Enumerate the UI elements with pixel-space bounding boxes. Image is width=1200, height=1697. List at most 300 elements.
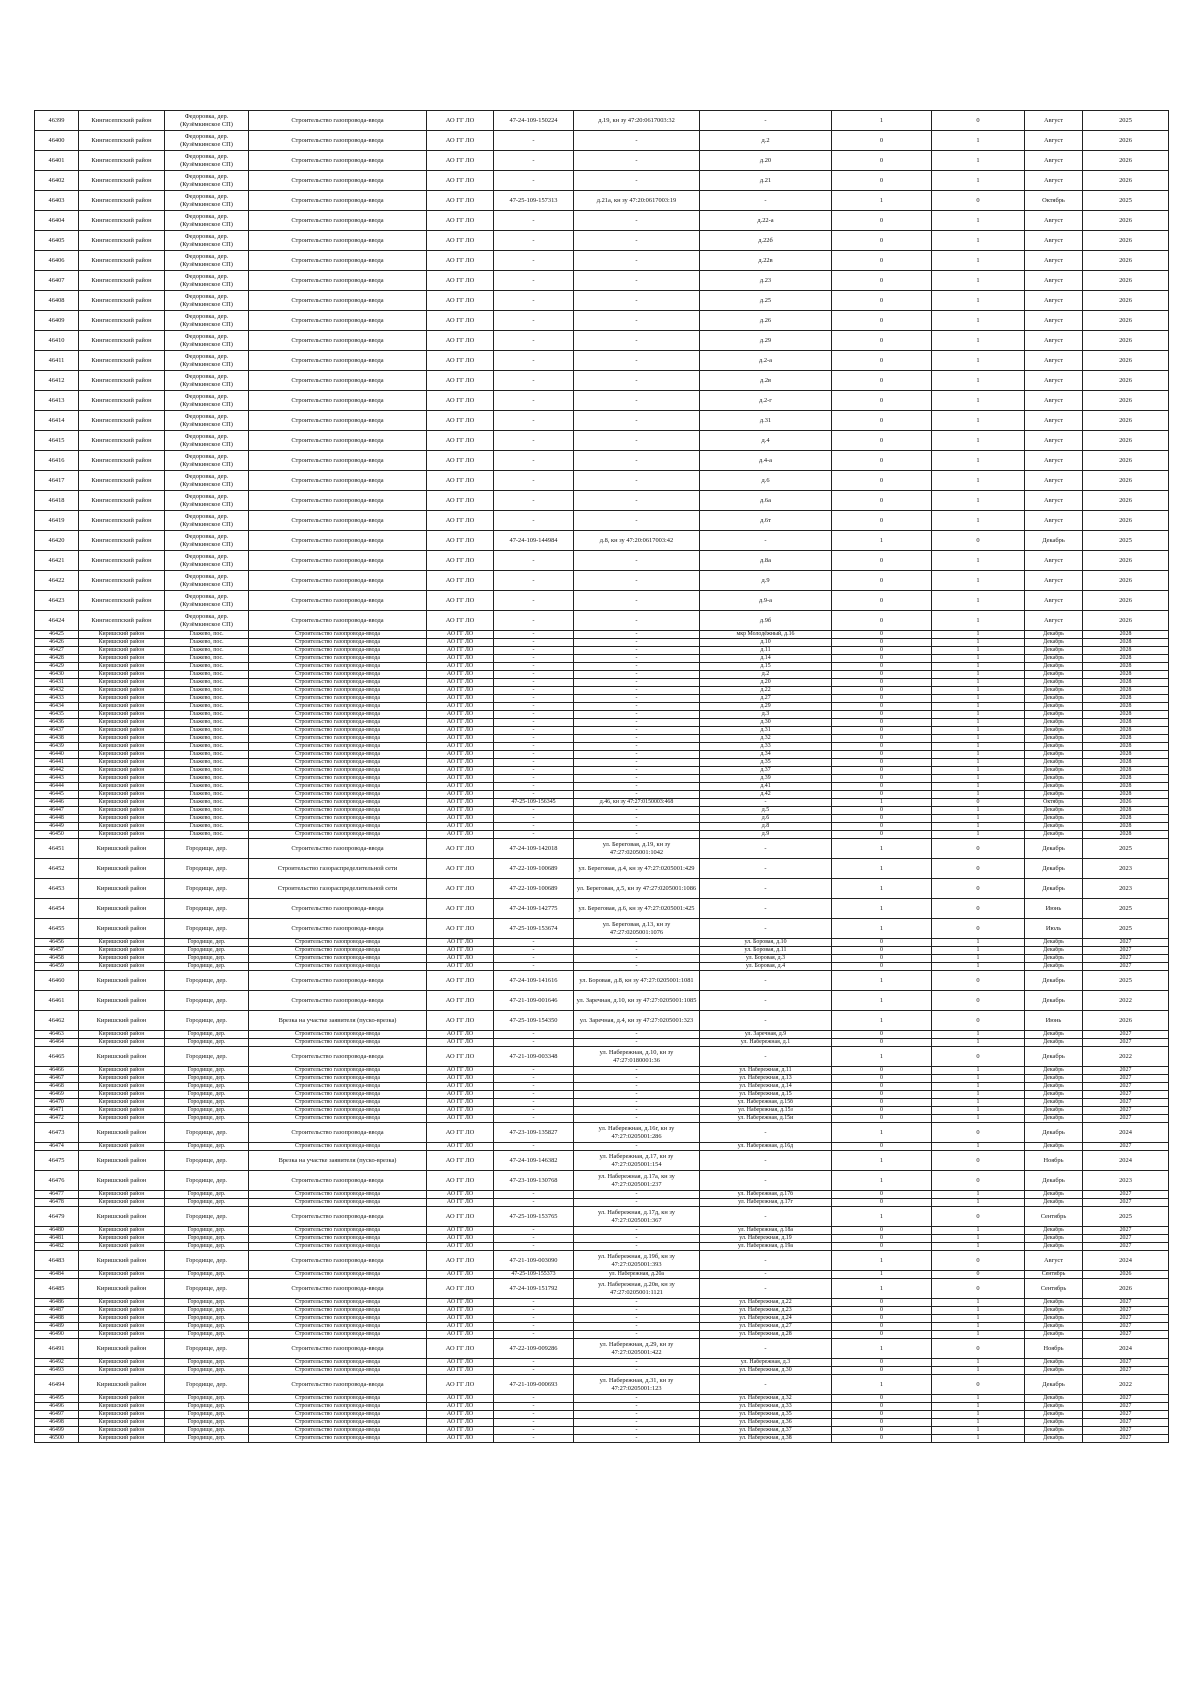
locality-cell: Городище, дер. <box>165 1279 249 1299</box>
contract-number-cell: 47-24-109-142775 <box>494 899 574 919</box>
month-cell: Август <box>1025 1251 1083 1271</box>
organization-cell: АО ГГ ЛО <box>427 251 494 271</box>
table-row <box>35 391 1169 411</box>
work-type-cell: Строительство газопровода-ввода <box>249 1331 427 1339</box>
count-planned-cell: 1 <box>932 591 1025 611</box>
count-contracted-cell: 0 <box>832 271 932 291</box>
count-contracted-cell: 0 <box>832 171 932 191</box>
table-row <box>35 191 1169 211</box>
contract-number-cell: - <box>494 687 574 695</box>
count-contracted-cell: 0 <box>832 231 932 251</box>
count-planned-cell: 0 <box>932 799 1025 807</box>
row-number: 46461 <box>35 991 79 1011</box>
count-contracted-cell: 0 <box>832 735 932 743</box>
year-cell: 2026 <box>1083 1271 1169 1279</box>
count-contracted-cell: 0 <box>832 511 932 531</box>
row-number: 46457 <box>35 947 79 955</box>
count-contracted-cell: 0 <box>832 1243 932 1251</box>
work-type-cell: Строительство газопровода-ввода <box>249 1339 427 1359</box>
contract-number-cell: - <box>494 451 574 471</box>
count-planned-cell: 1 <box>932 451 1025 471</box>
district-cell: Киришский район <box>79 1047 165 1067</box>
table-row <box>35 1307 1169 1315</box>
contract-number-cell: - <box>494 1299 574 1307</box>
organization-cell: АО ГГ ЛО <box>427 131 494 151</box>
organization-cell: АО ГГ ЛО <box>427 1107 494 1115</box>
district-cell: Киришский район <box>79 899 165 919</box>
work-type-cell: Строительство газопровода-ввода <box>249 1083 427 1091</box>
year-cell: 2027 <box>1083 1419 1169 1427</box>
month-cell: Ноябрь <box>1025 1339 1083 1359</box>
year-cell: 2025 <box>1083 971 1169 991</box>
locality-cell: Городище, дер. <box>165 1151 249 1171</box>
count-contracted-cell: 0 <box>832 767 932 775</box>
contract-number-cell: 47-22-109-009286 <box>494 1339 574 1359</box>
cadastral-plot-cell: ул. Заречная, д.10, кн зу 47:27:0205001:1085 <box>574 991 700 1011</box>
table-row <box>35 791 1169 799</box>
contract-number-cell: - <box>494 759 574 767</box>
contract-number-cell: - <box>494 1235 574 1243</box>
row-number: 46437 <box>35 727 79 735</box>
count-contracted-cell: 0 <box>832 1227 932 1235</box>
row-number: 46467 <box>35 1075 79 1083</box>
cadastral-plot-cell: - <box>574 611 700 631</box>
contract-number-cell: - <box>494 939 574 947</box>
month-cell: Июль <box>1025 919 1083 939</box>
month-cell: Сентябрь <box>1025 1207 1083 1227</box>
organization-cell: АО ГГ ЛО <box>427 1115 494 1123</box>
work-type-cell: Строительство газопровода-ввода <box>249 963 427 971</box>
cadastral-plot-cell: ул. Набережная, д.16г, кн зу 47:27:0205001:286 <box>574 1123 700 1143</box>
work-type-cell: Строительство газопровода-ввода <box>249 171 427 191</box>
row-number: 46443 <box>35 775 79 783</box>
house-address-cell: д.9б <box>700 611 832 631</box>
work-type-cell: Строительство газопровода-ввода <box>249 767 427 775</box>
work-type-cell: Строительство газопровода-ввода <box>249 639 427 647</box>
count-contracted-cell: 0 <box>832 551 932 571</box>
count-planned-cell: 1 <box>932 671 1025 679</box>
house-address-cell: - <box>700 1171 832 1191</box>
row-number: 46470 <box>35 1099 79 1107</box>
table-row <box>35 631 1169 639</box>
table-row <box>35 971 1169 991</box>
organization-cell: АО ГГ ЛО <box>427 991 494 1011</box>
count-contracted-cell: 0 <box>832 823 932 831</box>
year-cell: 2026 <box>1083 471 1169 491</box>
district-cell: Киришский район <box>79 807 165 815</box>
organization-cell: АО ГГ ЛО <box>427 1227 494 1235</box>
row-number: 46498 <box>35 1419 79 1427</box>
district-cell: Киришский район <box>79 1075 165 1083</box>
month-cell: Декабрь <box>1025 1427 1083 1435</box>
work-type-cell: Строительство газопровода-ввода <box>249 831 427 839</box>
contract-number-cell: - <box>494 743 574 751</box>
cadastral-plot-cell: - <box>574 1143 700 1151</box>
cadastral-plot-cell: - <box>574 711 700 719</box>
locality-cell: Глажево, пос. <box>165 703 249 711</box>
district-cell: Киришский район <box>79 1107 165 1115</box>
cadastral-plot-cell: - <box>574 655 700 663</box>
district-cell: Киришский район <box>79 1199 165 1207</box>
house-address-cell: ул. Набережная, д.30 <box>700 1367 832 1375</box>
district-cell: Кингисеппский район <box>79 451 165 471</box>
contract-number-cell: - <box>494 351 574 371</box>
contract-number-cell: - <box>494 611 574 631</box>
district-cell: Киришский район <box>79 711 165 719</box>
month-cell: Декабрь <box>1025 1191 1083 1199</box>
year-cell: 2027 <box>1083 1031 1169 1039</box>
work-type-cell: Строительство газопровода-ввода <box>249 1075 427 1083</box>
organization-cell: АО ГГ ЛО <box>427 1315 494 1323</box>
contract-number-cell: - <box>494 1307 574 1315</box>
district-cell: Киришский район <box>79 1419 165 1427</box>
cadastral-plot-cell: - <box>574 551 700 571</box>
cadastral-plot-cell: - <box>574 251 700 271</box>
row-number: 46451 <box>35 839 79 859</box>
cadastral-plot-cell: - <box>574 1099 700 1107</box>
row-number: 46500 <box>35 1435 79 1443</box>
month-cell: Декабрь <box>1025 1367 1083 1375</box>
table-row <box>35 751 1169 759</box>
cadastral-plot-cell: - <box>574 727 700 735</box>
count-planned-cell: 1 <box>932 775 1025 783</box>
house-address-cell: д.34 <box>700 751 832 759</box>
cadastral-plot-cell: - <box>574 947 700 955</box>
house-address-cell: ул. Набережная, д.11 <box>700 1067 832 1075</box>
month-cell: Август <box>1025 131 1083 151</box>
count-contracted-cell: 1 <box>832 111 932 131</box>
organization-cell: АО ГГ ЛО <box>427 1331 494 1339</box>
month-cell: Октябрь <box>1025 799 1083 807</box>
district-cell: Кингисеппский район <box>79 531 165 551</box>
locality-cell: Федоровка, дер. (Кузёмкинское СП) <box>165 511 249 531</box>
contract-number-cell: - <box>494 719 574 727</box>
month-cell: Декабрь <box>1025 759 1083 767</box>
locality-cell: Глажево, пос. <box>165 655 249 663</box>
year-cell: 2027 <box>1083 1367 1169 1375</box>
house-address-cell: д.41 <box>700 783 832 791</box>
work-type-cell: Строительство газопровода-ввода <box>249 1227 427 1235</box>
month-cell: Август <box>1025 271 1083 291</box>
count-planned-cell: 1 <box>932 823 1025 831</box>
locality-cell: Глажево, пос. <box>165 711 249 719</box>
month-cell: Декабрь <box>1025 1235 1083 1243</box>
count-contracted-cell: 0 <box>832 591 932 611</box>
count-planned-cell: 1 <box>932 963 1025 971</box>
year-cell: 2026 <box>1083 231 1169 251</box>
cadastral-plot-cell: д.46, кн зу 47:27:0150003:468 <box>574 799 700 807</box>
table-row <box>35 1411 1169 1419</box>
month-cell: Декабрь <box>1025 947 1083 955</box>
count-contracted-cell: 0 <box>832 671 932 679</box>
month-cell: Август <box>1025 511 1083 531</box>
table-row <box>35 131 1169 151</box>
month-cell: Декабрь <box>1025 1435 1083 1443</box>
month-cell: Декабрь <box>1025 767 1083 775</box>
count-planned-cell: 1 <box>932 791 1025 799</box>
year-cell: 2028 <box>1083 735 1169 743</box>
contract-number-cell: - <box>494 1435 574 1443</box>
table-row <box>35 831 1169 839</box>
house-address-cell: ул. Набережная, д.1 <box>700 1039 832 1047</box>
house-address-cell: ул. Набережная, д.15з <box>700 1107 832 1115</box>
row-number: 46428 <box>35 655 79 663</box>
work-type-cell: Строительство газопровода-ввода <box>249 1199 427 1207</box>
row-number: 46458 <box>35 955 79 963</box>
year-cell: 2027 <box>1083 1307 1169 1315</box>
row-number: 46416 <box>35 451 79 471</box>
work-type-cell: Строительство газопровода-ввода <box>249 231 427 251</box>
month-cell: Декабрь <box>1025 727 1083 735</box>
contract-number-cell: 47-22-109-100689 <box>494 879 574 899</box>
table-row <box>35 1123 1169 1143</box>
work-type-cell: Строительство газопровода-ввода <box>249 939 427 947</box>
organization-cell: АО ГГ ЛО <box>427 719 494 727</box>
count-contracted-cell: 1 <box>832 1123 932 1143</box>
table-row <box>35 1375 1169 1395</box>
year-cell: 2026 <box>1083 271 1169 291</box>
count-planned-cell: 1 <box>932 939 1025 947</box>
row-number: 46492 <box>35 1359 79 1367</box>
district-cell: Киришский район <box>79 655 165 663</box>
count-contracted-cell: 0 <box>832 939 932 947</box>
work-type-cell: Строительство газопровода-ввода <box>249 451 427 471</box>
locality-cell: Городище, дер. <box>165 1123 249 1143</box>
month-cell: Декабрь <box>1025 1199 1083 1207</box>
house-address-cell: д.2 <box>700 671 832 679</box>
locality-cell: Городище, дер. <box>165 879 249 899</box>
count-planned-cell: 0 <box>932 1279 1025 1299</box>
organization-cell: АО ГГ ЛО <box>427 663 494 671</box>
count-planned-cell: 0 <box>932 919 1025 939</box>
contract-number-cell: 47-24-109-141616 <box>494 971 574 991</box>
year-cell: 2027 <box>1083 939 1169 947</box>
cadastral-plot-cell: - <box>574 211 700 231</box>
year-cell: 2028 <box>1083 639 1169 647</box>
year-cell: 2026 <box>1083 591 1169 611</box>
organization-cell: АО ГГ ЛО <box>427 511 494 531</box>
count-planned-cell: 1 <box>932 1067 1025 1075</box>
row-number: 46400 <box>35 131 79 151</box>
month-cell: Декабрь <box>1025 1307 1083 1315</box>
year-cell: 2025 <box>1083 919 1169 939</box>
contract-number-cell: - <box>494 1083 574 1091</box>
district-cell: Кингисеппский район <box>79 231 165 251</box>
work-type-cell: Строительство газопровода-ввода <box>249 351 427 371</box>
cadastral-plot-cell: ул. Набережная, д.29, кн зу 47:27:0205001:422 <box>574 1339 700 1359</box>
count-contracted-cell: 1 <box>832 879 932 899</box>
work-type-cell: Строительство газопровода-ввода <box>249 1207 427 1227</box>
work-type-cell: Строительство газопровода-ввода <box>249 251 427 271</box>
locality-cell: Глажево, пос. <box>165 799 249 807</box>
row-number: 46472 <box>35 1115 79 1123</box>
month-cell: Декабрь <box>1025 631 1083 639</box>
locality-cell: Федоровка, дер. (Кузёмкинское СП) <box>165 171 249 191</box>
contract-number-cell: - <box>494 511 574 531</box>
table-row <box>35 859 1169 879</box>
row-number: 46485 <box>35 1279 79 1299</box>
year-cell: 2026 <box>1083 391 1169 411</box>
organization-cell: АО ГГ ЛО <box>427 1339 494 1359</box>
count-planned-cell: 1 <box>932 703 1025 711</box>
house-address-cell: - <box>700 1375 832 1395</box>
count-contracted-cell: 1 <box>832 1375 932 1395</box>
table-row <box>35 719 1169 727</box>
organization-cell: АО ГГ ЛО <box>427 1411 494 1419</box>
locality-cell: Городище, дер. <box>165 1315 249 1323</box>
cadastral-plot-cell: - <box>574 1411 700 1419</box>
organization-cell: АО ГГ ЛО <box>427 191 494 211</box>
count-contracted-cell: 0 <box>832 1143 932 1151</box>
organization-cell: АО ГГ ЛО <box>427 799 494 807</box>
count-contracted-cell: 0 <box>832 1083 932 1091</box>
locality-cell: Городище, дер. <box>165 839 249 859</box>
count-contracted-cell: 0 <box>832 631 932 639</box>
month-cell: Декабрь <box>1025 963 1083 971</box>
count-contracted-cell: 0 <box>832 431 932 451</box>
work-type-cell: Строительство газопровода-ввода <box>249 1419 427 1427</box>
count-contracted-cell: 0 <box>832 727 932 735</box>
locality-cell: Федоровка, дер. (Кузёмкинское СП) <box>165 471 249 491</box>
cadastral-plot-cell: - <box>574 1395 700 1403</box>
month-cell: Сентябрь <box>1025 1279 1083 1299</box>
district-cell: Киришский район <box>79 743 165 751</box>
organization-cell: АО ГГ ЛО <box>427 1191 494 1199</box>
house-address-cell: д.2-а <box>700 351 832 371</box>
house-address-cell: д.22б <box>700 231 832 251</box>
district-cell: Киришский район <box>79 695 165 703</box>
house-address-cell: - <box>700 859 832 879</box>
work-type-cell: Строительство газопровода-ввода <box>249 1411 427 1419</box>
house-address-cell: д.6т <box>700 511 832 531</box>
contract-number-cell: - <box>494 391 574 411</box>
table-row <box>35 171 1169 191</box>
house-address-cell: - <box>700 839 832 859</box>
cadastral-plot-cell: - <box>574 411 700 431</box>
year-cell: 2027 <box>1083 1191 1169 1199</box>
house-address-cell: ул. Набережная, д.37 <box>700 1427 832 1435</box>
year-cell: 2027 <box>1083 1039 1169 1047</box>
work-type-cell: Строительство газопровода-ввода <box>249 807 427 815</box>
row-number: 46435 <box>35 711 79 719</box>
organization-cell: АО ГГ ЛО <box>427 171 494 191</box>
count-planned-cell: 1 <box>932 1115 1025 1123</box>
locality-cell: Городище, дер. <box>165 1047 249 1067</box>
house-address-cell: д.30 <box>700 719 832 727</box>
year-cell: 2022 <box>1083 991 1169 1011</box>
locality-cell: Федоровка, дер. (Кузёмкинское СП) <box>165 351 249 371</box>
district-cell: Кингисеппский район <box>79 331 165 351</box>
count-planned-cell: 1 <box>932 639 1025 647</box>
month-cell: Август <box>1025 411 1083 431</box>
month-cell: Декабрь <box>1025 1123 1083 1143</box>
month-cell: Декабрь <box>1025 815 1083 823</box>
count-planned-cell: 1 <box>932 1299 1025 1307</box>
year-cell: 2027 <box>1083 1299 1169 1307</box>
organization-cell: АО ГГ ЛО <box>427 1375 494 1395</box>
contract-number-cell: - <box>494 1395 574 1403</box>
year-cell: 2028 <box>1083 711 1169 719</box>
year-cell: 2027 <box>1083 1359 1169 1367</box>
district-cell: Кингисеппский район <box>79 131 165 151</box>
work-type-cell: Строительство газопровода-ввода <box>249 131 427 151</box>
house-address-cell: - <box>700 1271 832 1279</box>
district-cell: Киришский район <box>79 719 165 727</box>
count-planned-cell: 1 <box>932 291 1025 311</box>
district-cell: Кингисеппский район <box>79 171 165 191</box>
year-cell: 2028 <box>1083 647 1169 655</box>
table-row <box>35 1099 1169 1107</box>
month-cell: Август <box>1025 171 1083 191</box>
cadastral-plot-cell: - <box>574 1067 700 1075</box>
cadastral-plot-cell: - <box>574 1331 700 1339</box>
locality-cell: Городище, дер. <box>165 1307 249 1315</box>
table-row <box>35 919 1169 939</box>
contract-number-cell: - <box>494 271 574 291</box>
year-cell: 2023 <box>1083 859 1169 879</box>
table-row <box>35 695 1169 703</box>
organization-cell: АО ГГ ЛО <box>427 331 494 351</box>
count-planned-cell: 1 <box>932 171 1025 191</box>
month-cell: Июнь <box>1025 1011 1083 1031</box>
row-number: 46405 <box>35 231 79 251</box>
district-cell: Кингисеппский район <box>79 591 165 611</box>
work-type-cell: Строительство газопровода-ввода <box>249 783 427 791</box>
count-planned-cell: 1 <box>932 231 1025 251</box>
count-contracted-cell: 0 <box>832 291 932 311</box>
year-cell: 2025 <box>1083 531 1169 551</box>
count-planned-cell: 1 <box>932 1075 1025 1083</box>
contract-number-cell: - <box>494 1107 574 1115</box>
work-type-cell: Строительство газопровода-ввода <box>249 759 427 767</box>
cadastral-plot-cell: - <box>574 719 700 727</box>
table-row <box>35 639 1169 647</box>
table-row <box>35 735 1169 743</box>
count-planned-cell: 1 <box>932 1107 1025 1115</box>
organization-cell: АО ГГ ЛО <box>427 899 494 919</box>
locality-cell: Глажево, пос. <box>165 751 249 759</box>
house-address-cell: д.8 <box>700 823 832 831</box>
contract-number-cell: - <box>494 735 574 743</box>
contract-number-cell: - <box>494 639 574 647</box>
month-cell: Август <box>1025 551 1083 571</box>
contract-number-cell: - <box>494 491 574 511</box>
locality-cell: Городище, дер. <box>165 1359 249 1367</box>
count-contracted-cell: 0 <box>832 1307 932 1315</box>
row-number: 46410 <box>35 331 79 351</box>
cadastral-plot-cell: - <box>574 743 700 751</box>
contract-number-cell: 47-24-109-146382 <box>494 1151 574 1171</box>
count-planned-cell: 1 <box>932 1191 1025 1199</box>
contract-number-cell: - <box>494 311 574 331</box>
count-contracted-cell: 0 <box>832 791 932 799</box>
work-type-cell: Строительство газопровода-ввода <box>249 815 427 823</box>
work-type-cell: Строительство газопровода-ввода <box>249 1395 427 1403</box>
contract-number-cell: - <box>494 231 574 251</box>
house-address-cell: д.10 <box>700 639 832 647</box>
month-cell: Декабрь <box>1025 1115 1083 1123</box>
table-row <box>35 663 1169 671</box>
count-contracted-cell: 1 <box>832 799 932 807</box>
count-contracted-cell: 0 <box>832 1235 932 1243</box>
cadastral-plot-cell: - <box>574 703 700 711</box>
cadastral-plot-cell: - <box>574 1243 700 1251</box>
cadastral-plot-cell: ул. Набережная, д.19б, кн зу 47:27:0205001:393 <box>574 1251 700 1271</box>
row-number: 46454 <box>35 899 79 919</box>
contract-number-cell: - <box>494 1427 574 1435</box>
organization-cell: АО ГГ ЛО <box>427 955 494 963</box>
district-cell: Киришский район <box>79 991 165 1011</box>
